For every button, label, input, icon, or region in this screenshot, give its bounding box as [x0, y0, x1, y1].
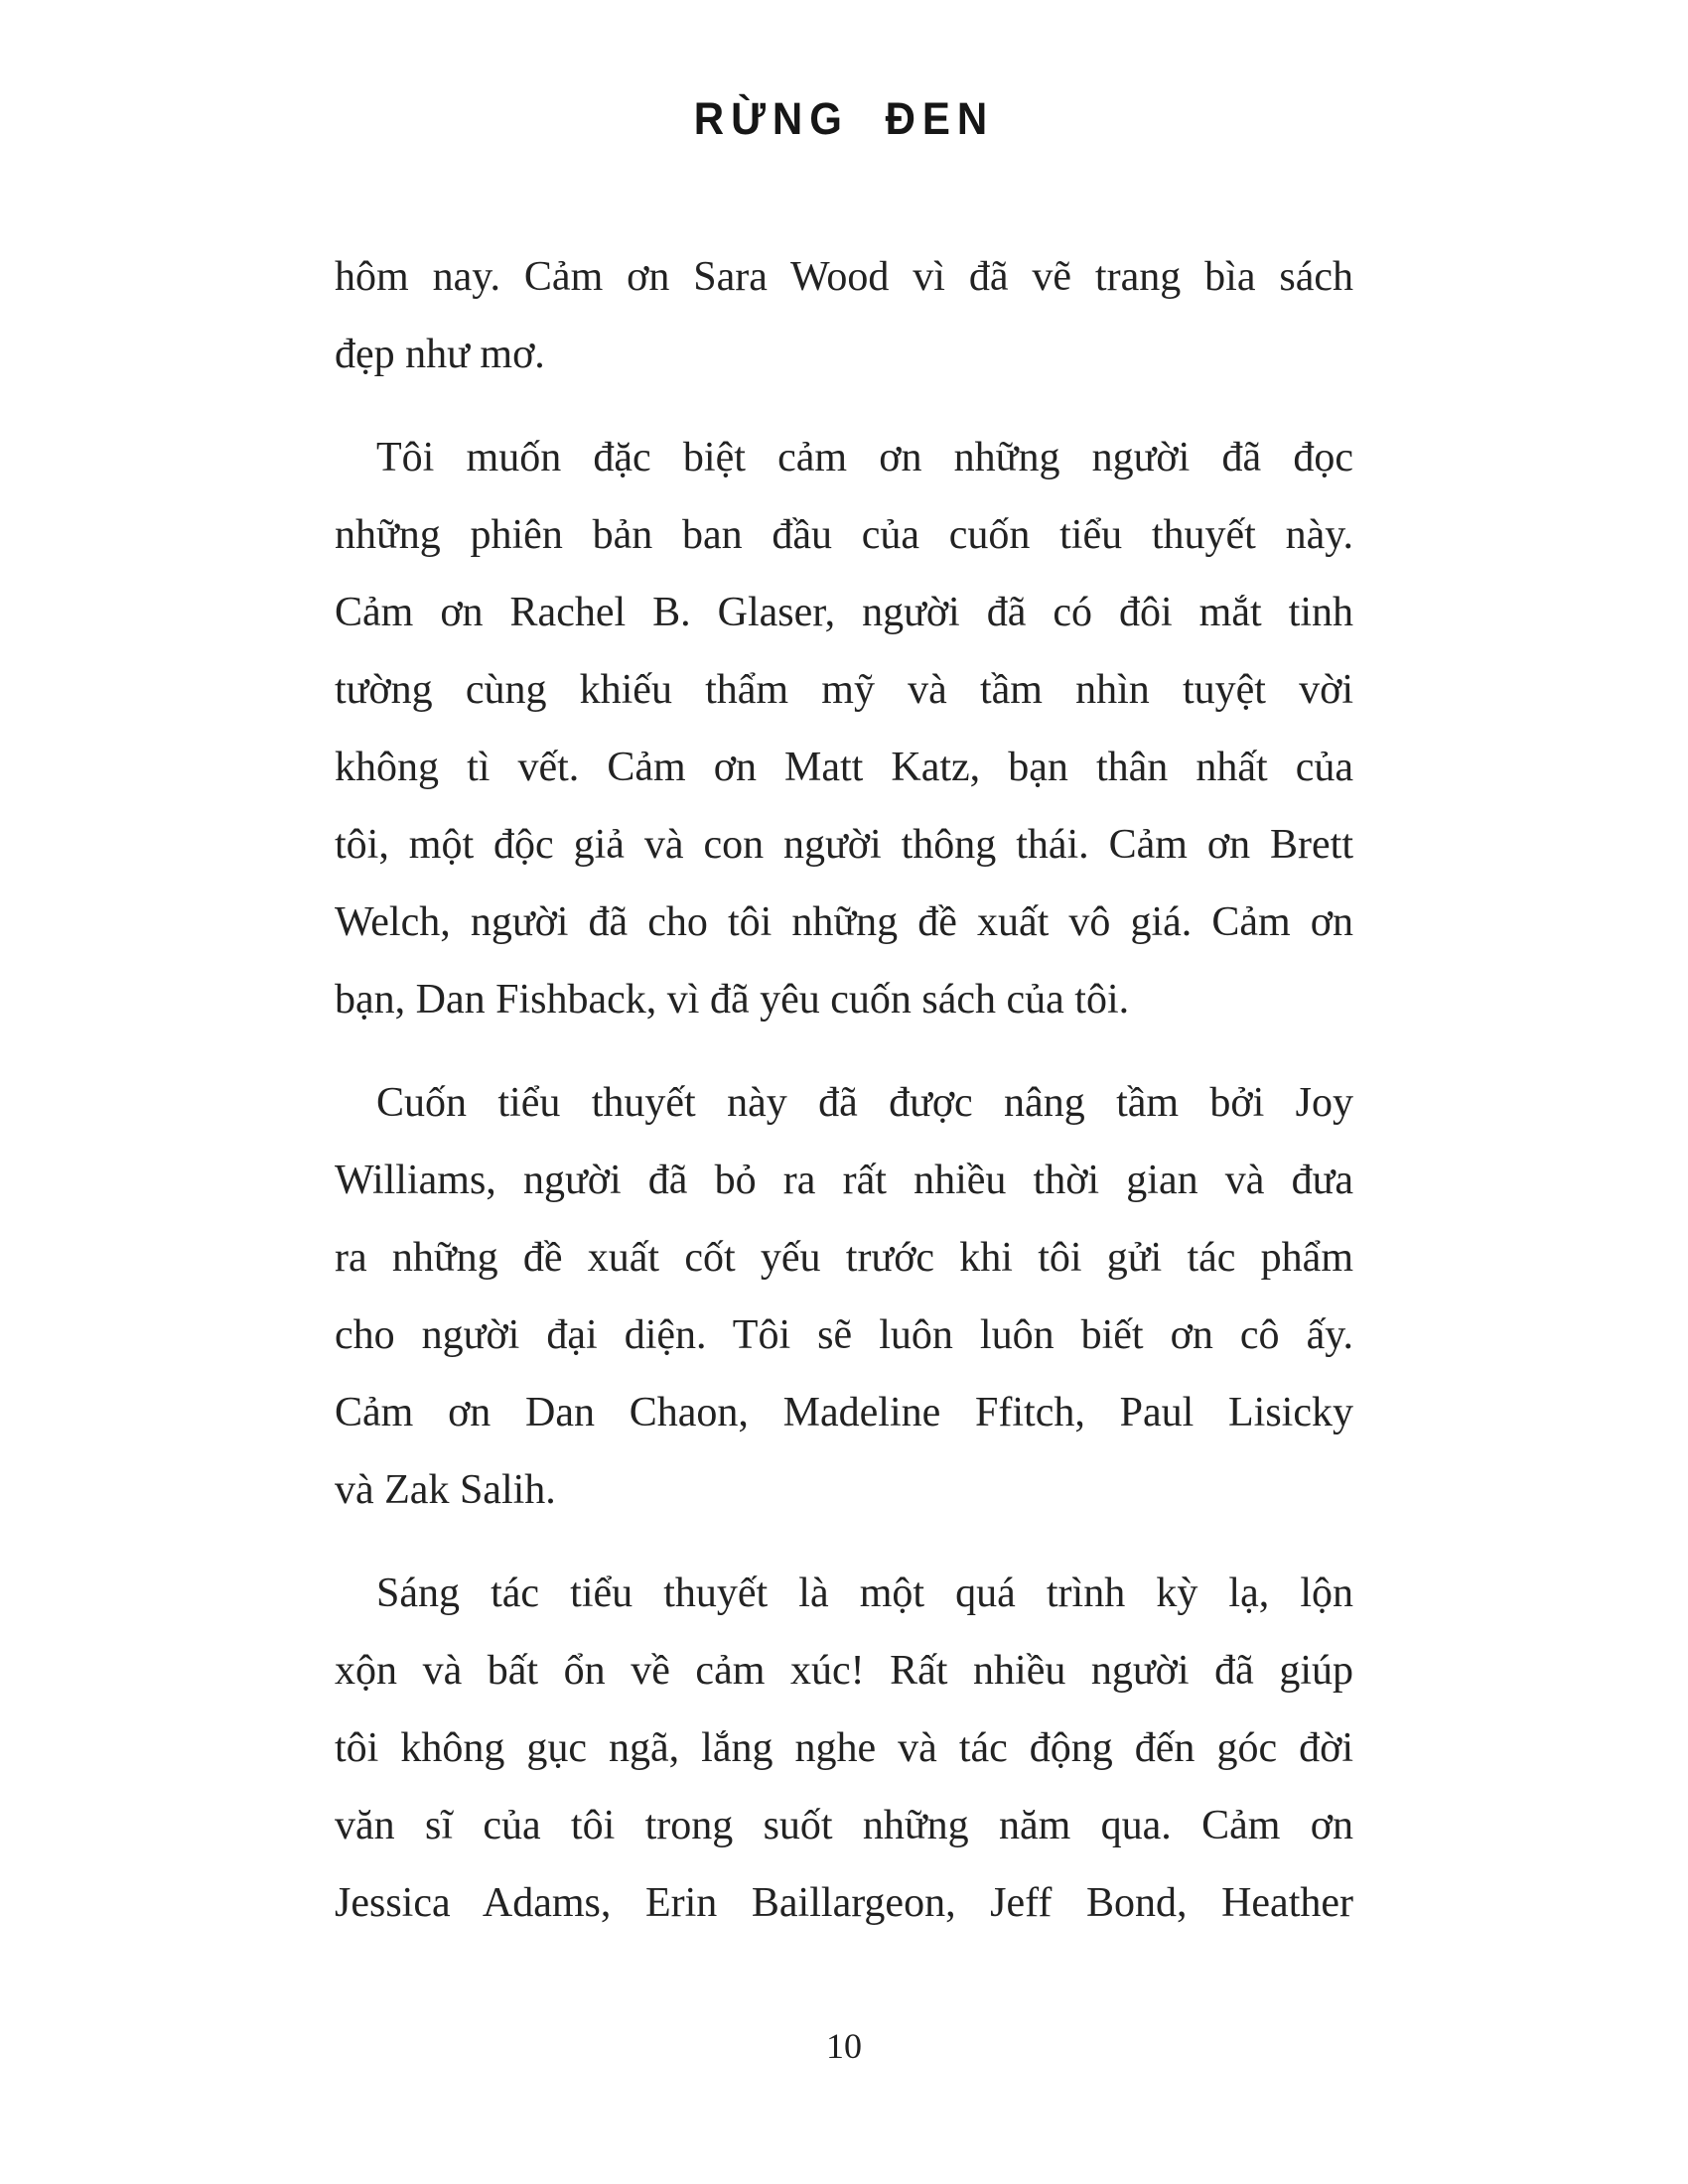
- paragraph: [335, 419, 1353, 1038]
- text-line: xộn và bất ổn về cảm xúc! Rất nhiều người đã giúp: [335, 1648, 1353, 1694]
- page-body: [335, 238, 1353, 1942]
- text-line: tôi không gục ngã, lắng nghe và tác động đến góc đời: [335, 1725, 1353, 1771]
- text-line: Cảm ơn Rachel B. Glaser, người đã có đôi mắt tinh: [335, 590, 1353, 635]
- text-line: Jessica Adams, Erin Baillargeon, Jeff Bond, Heather: [335, 1880, 1353, 1926]
- page-number: 10: [826, 2026, 862, 2066]
- text-line: Williams, người đã bỏ ra rất nhiều thời gian và đưa: [335, 1158, 1353, 1203]
- text-line: văn sĩ của tôi trong suốt những năm qua. Cảm ơn: [335, 1803, 1353, 1848]
- text-line: không tì vết. Cảm ơn Matt Katz, bạn thân nhất của: [335, 745, 1353, 790]
- paragraph: [335, 238, 1353, 393]
- running-header: RỪNG ĐEN: [693, 93, 995, 144]
- text-line: đẹp như mơ.: [335, 332, 545, 377]
- text-line: Tôi muốn đặc biệt cảm ơn những người đã đọc: [376, 435, 1353, 480]
- text-line: Cảm ơn Dan Chaon, Madeline Ffitch, Paul Lisicky: [335, 1390, 1353, 1435]
- text-line: và Zak Salih.: [335, 1467, 556, 1513]
- text-line: Cuốn tiểu thuyết này đã được nâng tầm bởi Joy: [376, 1080, 1353, 1126]
- text-line: cho người đại diện. Tôi sẽ luôn luôn biết ơn cô ấy.: [335, 1312, 1353, 1358]
- paragraph: [335, 1555, 1353, 1942]
- text-line: ra những đề xuất cốt yếu trước khi tôi gửi tác phẩm: [335, 1235, 1353, 1281]
- text-line: Welch, người đã cho tôi những đề xuất vô giá. Cảm ơn: [335, 899, 1353, 945]
- text-line: bạn, Dan Fishback, vì đã yêu cuốn sách của tôi.: [335, 977, 1130, 1023]
- paragraph: [335, 1064, 1353, 1529]
- text-line: tôi, một độc giả và con người thông thái. Cảm ơn Brett: [335, 822, 1353, 868]
- text-line: những phiên bản ban đầu của cuốn tiểu thuyết này.: [335, 512, 1353, 558]
- text-line: tường cùng khiếu thẩm mỹ và tầm nhìn tuyệt vời: [335, 667, 1353, 713]
- text-line: hôm nay. Cảm ơn Sara Wood vì đã vẽ trang bìa sách: [335, 254, 1353, 300]
- text-line: Sáng tác tiểu thuyết là một quá trình kỳ lạ, lộn: [376, 1570, 1353, 1616]
